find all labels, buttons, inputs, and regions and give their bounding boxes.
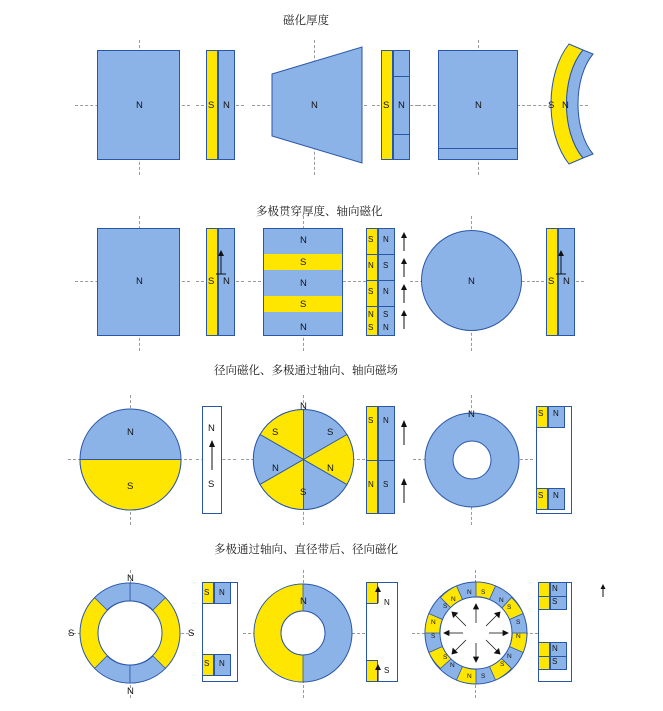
ring-many-pole <box>423 580 529 686</box>
pole-label: N <box>219 588 225 597</box>
arrow-up-icon <box>372 664 384 682</box>
divider-line <box>438 148 518 149</box>
ring-block-1 <box>424 412 520 508</box>
pole-label: N <box>562 100 569 111</box>
pole-label: N <box>398 100 405 111</box>
pole-label: N <box>553 409 559 418</box>
arrow-up-icon <box>398 420 410 446</box>
pole-label: N <box>127 686 134 697</box>
arrow-up-icon <box>214 250 228 276</box>
svg-text:S: S <box>481 589 486 596</box>
svg-text:S: S <box>507 604 512 611</box>
svg-text:S: S <box>431 633 436 640</box>
pole-label: N <box>127 573 134 584</box>
pole-label: S <box>548 276 555 287</box>
pole-label: N <box>368 261 374 270</box>
pole-label: N <box>327 463 334 474</box>
pole-label: S <box>368 416 374 425</box>
svg-text:N: N <box>507 653 512 660</box>
svg-text:N: N <box>451 596 456 603</box>
arrow-up-icon <box>398 310 410 330</box>
pole-label: N <box>368 480 374 489</box>
arrow-up-icon <box>398 258 410 278</box>
svg-text:S: S <box>443 603 448 610</box>
pole-label: S <box>272 427 279 438</box>
pole-label: S <box>68 628 75 639</box>
pole-label: N <box>272 463 279 474</box>
pole-label: N <box>219 659 225 668</box>
pole-label: N <box>300 401 307 412</box>
pole-label: S <box>548 100 555 111</box>
pole-label: N <box>127 427 134 438</box>
side-bar-blue-4 <box>378 228 395 336</box>
pole-label: S <box>383 100 390 111</box>
arrow-up-icon <box>398 232 410 252</box>
arrow-up-icon <box>205 440 219 470</box>
section-title-1: 磁化厚度 <box>283 15 329 27</box>
divider-line <box>366 280 395 281</box>
pole-label: S <box>383 480 389 489</box>
pole-label: S <box>368 235 374 244</box>
svg-text:N: N <box>450 662 455 669</box>
section-title-2: 多极贯穿厚度、轴向磁化 <box>256 206 383 218</box>
pole-label: N <box>384 598 390 607</box>
arrow-up-icon <box>372 586 384 604</box>
pole-label: N <box>553 491 559 500</box>
pole-label: N <box>383 235 389 244</box>
pole-label: S <box>383 310 389 319</box>
pole-label: S <box>127 481 134 492</box>
pole-label: N <box>300 278 307 289</box>
divider-line <box>366 460 395 461</box>
side-bar-yellow-4 <box>366 228 378 336</box>
arrow-up-icon <box>398 478 410 504</box>
svg-text:S: S <box>516 619 521 626</box>
pole-label: N <box>300 235 307 246</box>
svg-text:N: N <box>467 673 472 680</box>
pole-label: S <box>368 323 374 332</box>
pole-label: N <box>552 644 558 653</box>
pole-label: S <box>204 588 210 597</box>
pole-label: S <box>208 276 215 287</box>
pole-label: N <box>563 276 570 287</box>
pole-label: N <box>468 276 475 287</box>
svg-text:N: N <box>467 589 472 596</box>
pole-label: N <box>383 287 389 296</box>
ring-thin-multipole <box>78 581 182 685</box>
pole-label: S <box>538 491 544 500</box>
pole-label: S <box>300 299 307 310</box>
pole-label: N <box>300 596 307 607</box>
pole-label: S <box>327 427 334 438</box>
arrow-up-icon <box>554 250 568 276</box>
divider-line <box>366 306 395 307</box>
pole-label: S <box>552 597 558 606</box>
pole-label: N <box>300 322 307 333</box>
pole-label: S <box>383 261 389 270</box>
pole-label: S <box>384 666 390 675</box>
svg-text:N: N <box>431 619 436 626</box>
pole-label: N <box>223 100 230 111</box>
section-title-3: 径向磁化、多极通过轴向、轴向磁场 <box>214 365 398 377</box>
arrow-up-icon <box>598 584 608 598</box>
pole-label: S <box>204 659 210 668</box>
pole-label: S <box>538 409 544 418</box>
section-title-4: 多极通过轴向、直径带后、径向磁化 <box>214 544 398 556</box>
pole-label: S <box>188 628 195 639</box>
pole-label: N <box>136 276 143 287</box>
pole-label: N <box>383 416 389 425</box>
divider-line <box>366 254 395 255</box>
svg-text:N: N <box>499 597 504 604</box>
arrow-up-icon <box>398 284 410 304</box>
pole-label: S <box>300 487 307 498</box>
pole-label: S <box>208 479 215 490</box>
svg-text:S: S <box>443 654 448 661</box>
pole-label: S <box>368 287 374 296</box>
pole-label: S <box>552 657 558 666</box>
pole-label: N <box>552 584 558 593</box>
pole-label: N <box>475 100 482 111</box>
pole-label: N <box>208 423 215 434</box>
pole-label: S <box>208 100 215 111</box>
pole-label: N <box>368 310 374 319</box>
pole-label: N <box>468 409 475 420</box>
pole-label: N <box>383 323 389 332</box>
svg-text:S: S <box>500 661 505 668</box>
svg-text:N: N <box>516 633 521 640</box>
pole-label: N <box>311 100 318 111</box>
pole-label: S <box>300 257 307 268</box>
pole-label: N <box>136 100 143 111</box>
disc-half-split <box>80 409 181 510</box>
divider-line <box>393 76 410 77</box>
divider-line <box>393 134 410 135</box>
svg-text:S: S <box>481 673 486 680</box>
pole-label: N <box>223 276 230 287</box>
